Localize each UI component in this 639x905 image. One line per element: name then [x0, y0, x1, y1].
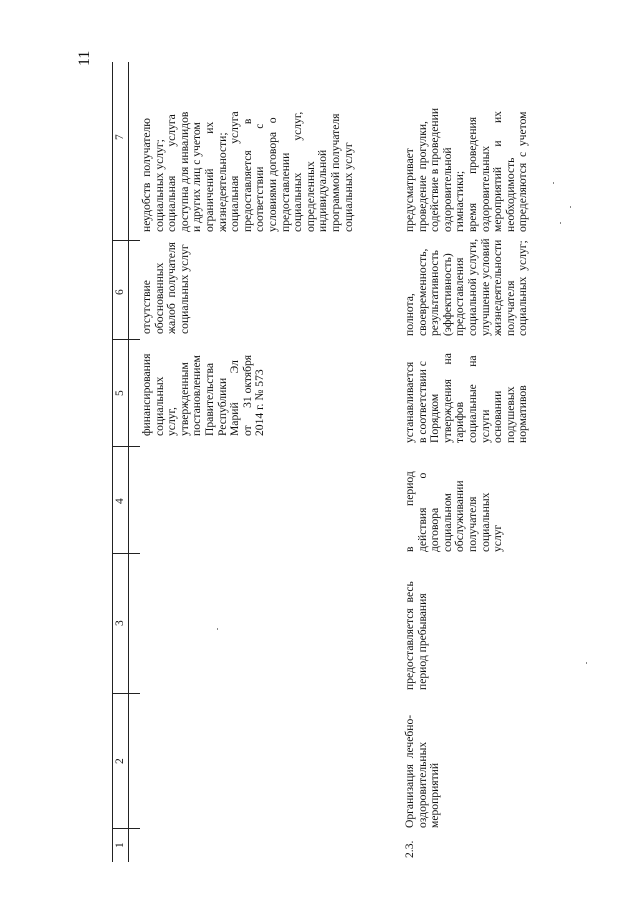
row-col5-tariff: устанавливается в соответствии с Порядком утверждения на тарифов социальные на услуги основании подушевых нормативов — [403, 353, 530, 443]
header-num-6: 6 — [114, 289, 126, 295]
scan-speck — [570, 206, 571, 208]
scan-speck — [560, 222, 561, 224]
row-col6-indicators: полнота, своевременность, результативность (эффективность) предоставления социальной услуги, улучшение условий жизнедеятельности получателя социальных услуг; — [403, 238, 530, 336]
prev-row-col6-text: отсутствие обоснованных жалоб получателя социальных услуг — [140, 242, 191, 334]
page-number: 11 — [76, 50, 93, 66]
prev-row-col7-text: неудобств получателю социальных услуг; социальная услуга доступна для инвалидов и других лиц с учетом ограничений их жизнедеятельности; социальная услуга предоставляется в соответствии с условиями договора о предоставлении социальных услуг, определенных индивидуальной программой получателя социальных услуг — [140, 111, 355, 232]
prev-row-col5-text: финансирования социальных услуг, утвержденным постановлением Правительства Республики Марий Эл от 31 октября 2014 г. № 573 — [140, 353, 267, 436]
col-divider-4-5 — [112, 446, 140, 447]
scan-speck — [217, 628, 218, 630]
header-num-2: 2 — [114, 758, 126, 764]
row-col4-term: в период действия о договора социальном обслуживании получателя социальных услуг — [403, 471, 505, 552]
row-number: 2.3. — [403, 840, 416, 858]
header-num-1: 1 — [114, 842, 126, 848]
table-left-border — [112, 62, 113, 862]
scan-speck — [553, 182, 554, 184]
col-divider-6-7 — [112, 240, 140, 241]
row-col2-service-name: Организация лечебно- оздоровительных мероприятий — [403, 714, 442, 828]
row-col7-conditions: предусматривает проведение прогулки, содействие в проведении оздоровительной гимнастики; время проведения оздоровительных мероприятий и их необходимость определяются с учетом — [403, 107, 530, 232]
row-col3-period: предоставляется весь период пребывания — [403, 581, 429, 690]
col-divider-5-6 — [112, 339, 140, 340]
col-divider-2-3 — [112, 693, 140, 694]
header-num-7: 7 — [114, 134, 126, 140]
col-divider-3-4 — [112, 553, 140, 554]
header-num-5: 5 — [114, 390, 126, 396]
header-num-4: 4 — [114, 498, 126, 504]
col-divider-1-2 — [112, 828, 140, 829]
scan-speck — [586, 662, 587, 664]
header-row-divider — [128, 62, 129, 862]
header-num-3: 3 — [114, 620, 126, 626]
